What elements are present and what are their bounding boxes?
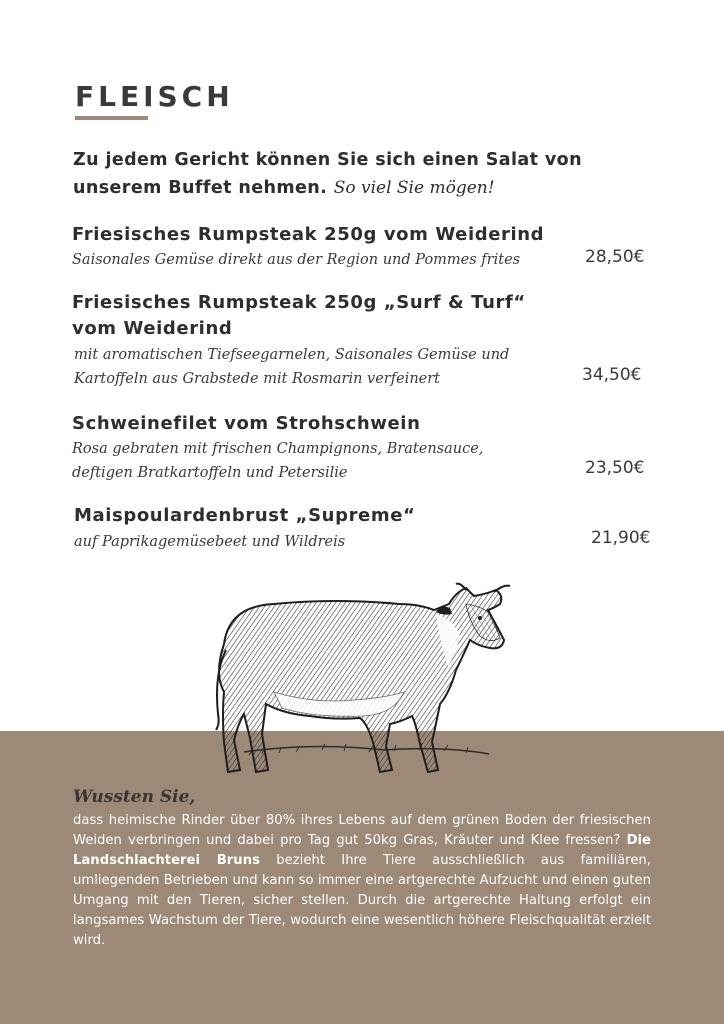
info-text (73, 811, 651, 951)
dish-title: Schweinefilet vom Strohschwein (72, 413, 421, 434)
info-text-bold: Die Landschlachterei Bruns (73, 833, 651, 868)
dish-title: Maispoulardenbrust „Supreme“ (74, 505, 416, 526)
intro-line-1: Zu jedem Gericht können Sie sich einen Salat von (73, 150, 582, 170)
dish-price: 21,90€ (591, 528, 651, 548)
intro-emphasis: So viel Sie mögen! (333, 178, 495, 198)
dish-description-line-2: deftigen Bratkartoffeln und Petersilie (72, 465, 348, 481)
heading-underline (75, 116, 148, 120)
info-text-part-2: bezieht Ihre Tiere ausschließlich aus familiären, umliegenden Betrieben und kann so immer eine artgerechte Aufzucht und einen guten Umgang mit den Tieren, sicher stellen. Durch die artgerechte Haltung erfolgt ein langsames Wachstum der Tiere, wodurch eine wesentlich höhere Fleischqualität erzielt wird. (73, 853, 651, 948)
dish-title: Friesisches Rumpsteak 250g vom Weiderind (72, 224, 545, 245)
dish-description: Rosa gebraten mit frischen Champignons, Bratensauce, (72, 441, 484, 457)
dish-price: 23,50€ (585, 458, 645, 478)
dish-price: 28,50€ (585, 247, 645, 267)
intro-line-2-text: unserem Buffet nehmen. (73, 178, 328, 198)
dish-description: mit aromatischen Tiefseegarnelen, Saisonales Gemüse und (74, 347, 510, 363)
info-heading: Wussten Sie, (73, 787, 196, 807)
page-heading: FLEISCH (75, 80, 234, 113)
dish-title-line-2: vom Weiderind (72, 318, 233, 339)
cow-illustration (204, 574, 524, 788)
dish-title: Friesisches Rumpsteak 250g „Surf & Turf“ (72, 292, 526, 313)
dish-description: auf Paprikagemüsebeet und Wildreis (74, 534, 346, 550)
dish-description: Saisonales Gemüse direkt aus der Region und Pommes frites (72, 252, 521, 268)
dish-description-line-2: Kartoffeln aus Grabstede mit Rosmarin verfeinert (74, 371, 440, 387)
dish-price: 34,50€ (582, 365, 642, 385)
intro-text (73, 146, 663, 202)
intro-line-2 (73, 174, 663, 202)
info-text-part-1: dass heimische Rinder über 80% ihres Lebens auf dem grünen Boden der friesischen Weiden verbringen und dabei pro Tag gut 50kg Gras, Kräuter und Klee fressen? (73, 813, 651, 848)
